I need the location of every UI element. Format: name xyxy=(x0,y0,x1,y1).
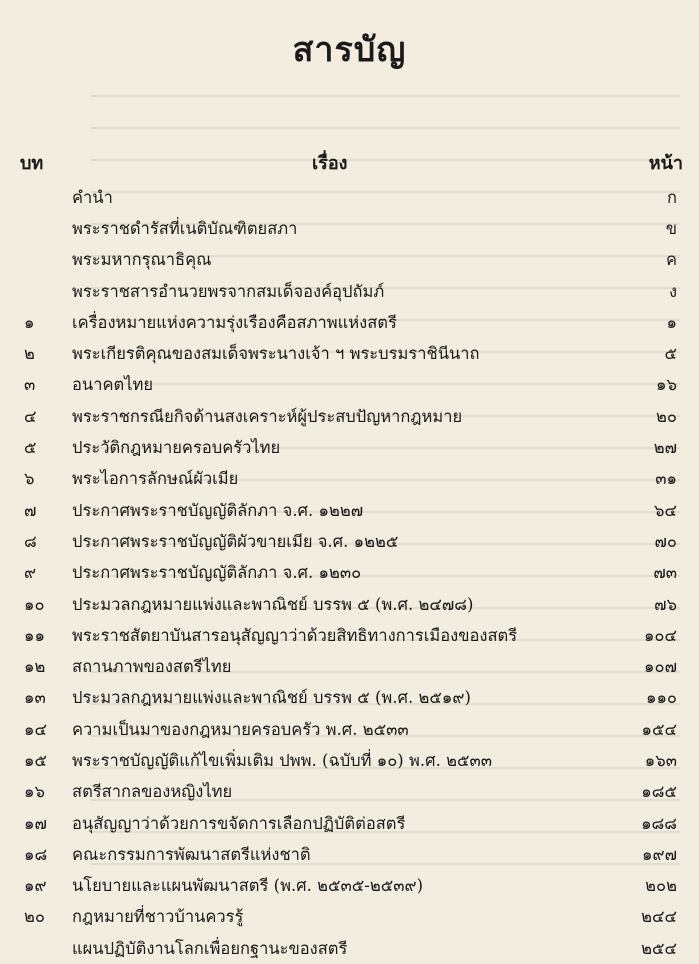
toc-chapter-number: ๑๒ xyxy=(24,657,46,677)
toc-page-number: ๕ xyxy=(664,344,677,364)
toc-entry-title: ความเป็นมาของกฎหมายครอบครัว พ.ศ. ๒๕๓๓ xyxy=(72,719,409,739)
toc-chapter-number: ๑๗ xyxy=(24,813,47,833)
toc-page-number: ๑๖ xyxy=(656,375,677,395)
toc-page-number: ก xyxy=(667,187,677,207)
toc-chapter-number: ๑๙ xyxy=(24,876,47,896)
toc-chapter-number: ๑๐ xyxy=(24,594,45,614)
toc-page-number: ๒๐ xyxy=(656,406,677,426)
toc-entry xyxy=(0,714,699,745)
toc-entry xyxy=(0,526,699,557)
toc-entry xyxy=(0,495,699,526)
toc-entry-title: ประมวลกฎหมายแพ่งและพาณิชย์ บรรพ ๕ (พ.ศ. ๒๔๗๘) xyxy=(72,594,474,614)
toc-page-number: ๒๔๔ xyxy=(641,907,677,927)
toc-entry xyxy=(0,245,699,276)
toc-entry-title: ประกาศพระราชบัญญัติลักภา จ.ศ. ๑๒๒๗ xyxy=(72,500,364,520)
toc-entry xyxy=(0,651,699,682)
page-title: สารบัญ xyxy=(292,30,407,70)
toc-entry-title: พระราชกรณียกิจด้านสงเคราะห์ผู้ประสบปัญหากฎหมาย xyxy=(72,406,463,426)
toc-entry-title: ประวัติกฎหมายครอบครัวไทย xyxy=(72,438,281,458)
toc-page-number: ง xyxy=(668,281,677,301)
toc-entry-title: พระราชบัญญัติแก้ไขเพิ่มเติม ปพพ. (ฉบับที่ ๑๐) พ.ศ. ๒๕๓๓ xyxy=(72,750,493,770)
toc-entry-title: คำนำ xyxy=(72,187,113,207)
toc-entry xyxy=(0,589,699,620)
toc-page-number: ๑๑๐ xyxy=(645,688,677,708)
toc-chapter-number: ๑๔ xyxy=(24,719,47,739)
toc-entry xyxy=(0,432,699,463)
toc-entry xyxy=(0,620,699,651)
toc-entry-title: พระราชดำรัสที่เนติบัณฑิตยสภา xyxy=(72,218,298,238)
toc-entry xyxy=(0,182,699,213)
toc-page-number: ข xyxy=(665,218,677,238)
toc-page-number: ๒๐๒ xyxy=(645,876,677,896)
toc-entry-title: อนาคตไทย xyxy=(72,375,154,395)
toc-chapter-number: ๑ xyxy=(24,312,35,332)
toc-page-number: ๑ xyxy=(666,312,677,332)
toc-entry xyxy=(0,464,699,495)
toc-entry xyxy=(0,213,699,244)
toc-entry xyxy=(0,401,699,432)
toc-entry xyxy=(0,558,699,589)
chapter-column-header: บท xyxy=(20,153,44,174)
title-column-header: เรื่อง xyxy=(312,153,348,174)
toc-page-number: ๑๐๗ xyxy=(644,657,677,677)
toc-entry-title: สถานภาพของสตรีไทย xyxy=(72,657,232,677)
toc-chapter-number: ๗ xyxy=(24,500,37,520)
toc-chapter-number: ๑๖ xyxy=(24,782,45,802)
toc-page-number: ๑๕๔ xyxy=(641,719,677,739)
toc-page-number: ค xyxy=(665,250,677,270)
toc-page-number: ๗๖ xyxy=(654,594,677,614)
toc-chapter-number: ๔ xyxy=(24,406,37,426)
toc-chapter-number: ๑๘ xyxy=(24,844,48,864)
toc-entry-title: แผนปฏิบัติงานโลกเพื่อยกฐานะของสตรี xyxy=(72,938,348,958)
page-column-header: หน้า xyxy=(648,153,683,174)
toc-entry-title: อนุสัญญาว่าด้วยการขจัดการเลือกปฏิบัติต่อสตรี xyxy=(72,813,406,833)
toc-chapter-number: ๕ xyxy=(24,438,37,458)
toc-chapter-number: ๒๐ xyxy=(24,907,45,927)
toc-chapter-number: ๘ xyxy=(24,531,37,551)
toc-page-number: ๒๗ xyxy=(653,438,677,458)
toc-chapter-number: ๓ xyxy=(24,375,36,395)
toc-entry xyxy=(0,777,699,808)
toc-page-number: ๗๓ xyxy=(653,563,677,583)
toc-chapter-number: ๑๓ xyxy=(24,688,46,708)
toc-entry xyxy=(0,933,699,964)
toc-chapter-number: ๑๑ xyxy=(24,625,45,645)
toc-entry-title: ประกาศพระราชบัญญัติลักภา จ.ศ. ๑๒๓๐ xyxy=(72,563,362,583)
toc-list xyxy=(0,182,699,964)
toc-entry-title: พระไอการลักษณ์ผัวเมีย xyxy=(72,469,239,489)
toc-entry xyxy=(0,307,699,338)
toc-chapter-number: ๙ xyxy=(24,563,37,583)
toc-page-number: ๓๑ xyxy=(655,469,677,489)
toc-page-number: ๑๙๗ xyxy=(642,844,677,864)
toc-entry xyxy=(0,839,699,870)
toc-page-number: ๑๘๘ xyxy=(641,813,677,833)
toc-entry-title: ประกาศพระราชบัญญัติผัวขายเมีย จ.ศ. ๑๒๒๕ xyxy=(72,531,399,551)
toc-entry xyxy=(0,370,699,401)
toc-chapter-number: ๑๕ xyxy=(24,750,47,770)
toc-chapter-number: ๖ xyxy=(24,469,35,489)
toc-entry-title: พระราชสารอำนวยพรจากสมเด็จองค์อุปถัมภ์ xyxy=(72,281,385,301)
toc-chapter-number: ๒ xyxy=(24,344,35,364)
toc-entry xyxy=(0,871,699,902)
toc-entry xyxy=(0,745,699,776)
toc-entry-title: คณะกรรมการพัฒนาสตรีแห่งชาติ xyxy=(72,844,311,864)
toc-page-number: ๗๐ xyxy=(654,531,677,551)
toc-entry-title: ประมวลกฎหมายแพ่งและพาณิชย์ บรรพ ๕ (พ.ศ. ๒๕๑๙) xyxy=(72,688,471,708)
toc-entry-title: นโยบายและแผนพัฒนาสตรี (พ.ศ. ๒๕๓๕-๒๕๓๙) xyxy=(72,876,424,896)
toc-entry-title: พระมหากรุณาธิคุณ xyxy=(72,250,212,270)
toc-page-number: ๒๕๔ xyxy=(641,938,677,958)
toc-entry xyxy=(0,338,699,369)
toc-entry xyxy=(0,276,699,307)
toc-entry-title: เครื่องหมายแห่งความรุ่งเรืองคือสภาพแห่งสตรี xyxy=(72,312,397,332)
toc-entry-title: พระราชสัตยาบันสารอนุสัญญาว่าด้วยสิทธิทางการเมืองของสตรี xyxy=(72,625,518,645)
toc-entry xyxy=(0,808,699,839)
toc-page-number: ๑๐๔ xyxy=(643,625,677,645)
toc-entry-title: พระเกียรติคุณของสมเด็จพระนางเจ้า ฯ พระบรมราชินีนาถ xyxy=(72,344,480,364)
toc-entry-title: สตรีสากลของหญิงไทย xyxy=(72,782,233,802)
toc-page-number: ๑๘๕ xyxy=(641,782,677,802)
toc-page-number: ๖๔ xyxy=(654,500,677,520)
toc-entry-title: กฎหมายที่ชาวบ้านควรรู้ xyxy=(72,907,244,927)
toc-entry xyxy=(0,902,699,933)
toc-entry xyxy=(0,683,699,714)
toc-page-number: ๑๖๓ xyxy=(644,750,677,770)
